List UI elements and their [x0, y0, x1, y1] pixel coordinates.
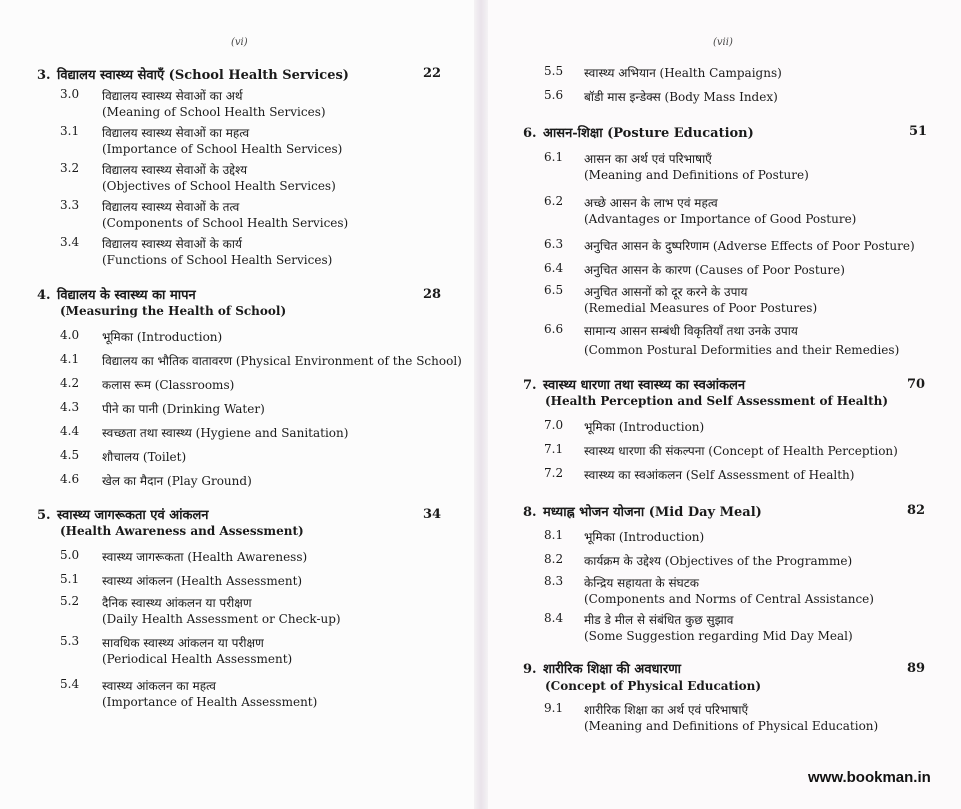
chapter-number: 8.: [523, 505, 537, 520]
section-number: 3.3: [60, 198, 80, 212]
section-title: मीड डे मील से संबंधित कुछ सुझाव: [584, 613, 734, 627]
section-title-en: (Remedial Measures of Poor Postures): [584, 301, 818, 315]
chapter-8-page: 82: [907, 503, 926, 518]
section-number: 6.5: [544, 283, 564, 297]
section-number: 5.1: [60, 572, 80, 586]
chapter-7-title-en: (Health Perception and Self Assessment of Health): [545, 394, 889, 408]
chapter-7-heading[interactable]: [523, 375, 745, 393]
chapter-title: स्वास्थ्य जागरूकता एवं आंकलन: [57, 508, 209, 523]
chapter-number: 5.: [37, 508, 51, 523]
chapter-6-page: 51: [909, 124, 928, 139]
section-title: कार्यक्रम के उद्देश्य (Objectives of the Programme): [584, 554, 853, 568]
section-title: स्वास्थ्य जागरूकता (Health Awareness): [102, 550, 308, 564]
section-title: दैनिक स्वास्थ्य आंकलन या परीक्षण: [102, 596, 252, 610]
section-title-en: (Importance of Health Assessment): [102, 695, 318, 709]
section-number: 9.1: [544, 701, 564, 715]
section-title-en: (Functions of School Health Services): [102, 253, 333, 267]
chapter-title: आसन-शिक्षा (Posture Education): [543, 126, 754, 141]
section-number: 4.3: [60, 400, 80, 414]
section-number: 8.1: [544, 528, 564, 542]
section-title-en: (Some Suggestion regarding Mid Day Meal): [584, 629, 853, 643]
section-number: 5.4: [60, 677, 80, 691]
section-number: 6.3: [544, 237, 564, 251]
chapter-title: विद्यालय स्वास्थ्य सेवाएँ (School Health Services): [57, 68, 349, 83]
chapter-number: 7.: [523, 378, 537, 393]
section-number: 3.1: [60, 124, 80, 138]
section-title: आसन का अर्थ एवं परिभाषाएँ: [584, 152, 712, 166]
section-number: 3.2: [60, 161, 80, 175]
section-title: केन्द्रिय सहायता के संघटक: [584, 576, 699, 590]
chapter-title: स्वास्थ्य धारणा तथा स्वास्थ्य का स्वआंकलन: [543, 378, 746, 393]
chapter-6-heading[interactable]: [523, 123, 754, 141]
section-title: स्वास्थ्य अभियान (Health Campaigns): [584, 66, 782, 80]
section-number: 4.5: [60, 448, 80, 462]
section-title: अनुचित आसनों को दूर करने के उपाय: [584, 285, 748, 299]
section-title: सामान्य आसन सम्बंधी विकृतियाँ तथा उनके उपाय: [584, 324, 798, 338]
section-title: कलास रूम (Classrooms): [102, 378, 235, 392]
section-title-en: (Meaning and Definitions of Posture): [584, 168, 809, 182]
chapter-title: शारीरिक शिक्षा की अवधारणा: [543, 662, 681, 677]
section-number: 5.6: [544, 88, 564, 102]
section-number: 3.4: [60, 235, 80, 249]
section-title-en: (Meaning and Definitions of Physical Education): [584, 719, 879, 733]
chapter-4-page: 28: [423, 287, 442, 302]
section-title: शारीरिक शिक्षा का अर्थ एवं परिभाषाएँ: [584, 703, 749, 717]
section-title: स्वास्थ्य का स्वआंकलन (Self Assessment of Health): [584, 468, 855, 482]
section-title: स्वास्थ्य आंकलन का महत्व: [102, 679, 216, 693]
section-title: विद्यालय स्वास्थ्य सेवाओं का अर्थ: [102, 89, 243, 103]
section-title-en: (Daily Health Assessment or Check-up): [102, 612, 341, 626]
section-title: विद्यालय स्वास्थ्य सेवाओं के कार्य: [102, 237, 242, 251]
chapter-7-page: 70: [907, 377, 926, 392]
section-number: 5.2: [60, 594, 80, 608]
section-title: अच्छे आसन के लाभ एवं महत्व: [584, 196, 718, 210]
chapter-4-heading[interactable]: [37, 285, 196, 303]
section-title: भूमिका (Introduction): [584, 420, 705, 434]
section-title: विद्यालय स्वास्थ्य सेवाओं के उद्देश्य: [102, 163, 248, 177]
section-title-en: (Components of School Health Services): [102, 216, 349, 230]
section-number: 4.0: [60, 328, 80, 342]
section-title: विद्यालय स्वास्थ्य सेवाओं के तत्व: [102, 200, 240, 214]
section-number: 7.0: [544, 418, 564, 432]
section-number: 8.3: [544, 574, 564, 588]
right-folio: (vii): [713, 37, 733, 48]
section-title-en: (Importance of School Health Services): [102, 142, 343, 156]
chapter-title: मध्याह्न भोजन योजना (Mid Day Meal): [543, 505, 762, 520]
section-title-en: (Objectives of School Health Services): [102, 179, 336, 193]
section-title: सावधिक स्वास्थ्य आंकलन या परीक्षण: [102, 636, 264, 650]
chapter-9-heading[interactable]: [523, 659, 681, 677]
section-title-en: (Periodical Health Assessment): [102, 652, 293, 666]
section-number: 6.4: [544, 261, 564, 275]
left-folio: (vi): [231, 37, 248, 48]
section-title: स्वास्थ्य आंकलन (Health Assessment): [102, 574, 303, 588]
section-number: 4.6: [60, 472, 80, 486]
section-title: स्वास्थ्य धारणा की संकल्पना (Concept of Health Perception): [584, 444, 898, 458]
chapter-3-page: 22: [423, 66, 442, 81]
section-title: शौचालय (Toilet): [102, 450, 187, 464]
section-title-en: (Meaning of School Health Services): [102, 105, 326, 119]
section-title: विद्यालय का भौतिक वातावरण (Physical Environment of the School): [102, 354, 462, 368]
book-gutter: [474, 0, 488, 809]
chapter-8-heading[interactable]: [523, 502, 762, 520]
chapter-number: 3.: [37, 68, 51, 83]
chapter-9-page: 89: [907, 661, 926, 676]
section-number: 6.1: [544, 150, 564, 164]
section-title: अनुचित आसन के कारण (Causes of Poor Posture): [584, 263, 845, 277]
section-title: खेल का मैदान (Play Ground): [102, 474, 252, 488]
section-title: बॉडी मास इन्डेक्स (Body Mass Index): [584, 90, 778, 104]
section-title-en: (Advantages or Importance of Good Posture): [584, 212, 857, 226]
section-number: 6.6: [544, 322, 564, 336]
section-title: स्वच्छता तथा स्वास्थ्य (Hygiene and Sanitation): [102, 426, 349, 440]
section-title-en: (Common Postural Deformities and their Remedies): [584, 343, 900, 357]
section-number: 5.5: [544, 64, 564, 78]
chapter-title: विद्यालय के स्वास्थ्य का मापन: [57, 288, 196, 303]
section-number: 5.0: [60, 548, 80, 562]
section-title: पीने का पानी (Drinking Water): [102, 402, 265, 416]
section-title-en: (Components and Norms of Central Assistance): [584, 592, 874, 606]
section-title: विद्यालय स्वास्थ्य सेवाओं का महत्व: [102, 126, 250, 140]
chapter-3-heading[interactable]: [37, 65, 349, 83]
section-number: 7.2: [544, 466, 564, 480]
chapter-number: 4.: [37, 288, 51, 303]
section-number: 4.4: [60, 424, 80, 438]
site-watermark: www.bookman.in: [808, 769, 931, 786]
section-number: 3.0: [60, 87, 80, 101]
section-number: 8.4: [544, 611, 564, 625]
section-number: 7.1: [544, 442, 564, 456]
chapter-4-title-en: (Measuring the Health of School): [60, 304, 287, 318]
section-title: अनुचित आसन के दुष्परिणाम (Adverse Effects of Poor Posture): [584, 239, 915, 253]
chapter-number: 6.: [523, 126, 537, 141]
section-number: 8.2: [544, 552, 564, 566]
section-number: 4.1: [60, 352, 80, 366]
section-number: 4.2: [60, 376, 80, 390]
section-number: 5.3: [60, 634, 80, 648]
section-number: 6.2: [544, 194, 564, 208]
chapter-5-heading[interactable]: [37, 505, 209, 523]
chapter-9-title-en: (Concept of Physical Education): [545, 679, 762, 693]
chapter-5-page: 34: [423, 507, 442, 522]
section-title: भूमिका (Introduction): [584, 530, 705, 544]
chapter-5-title-en: (Health Awareness and Assessment): [60, 524, 304, 538]
section-title: भूमिका (Introduction): [102, 330, 223, 344]
chapter-number: 9.: [523, 662, 537, 677]
